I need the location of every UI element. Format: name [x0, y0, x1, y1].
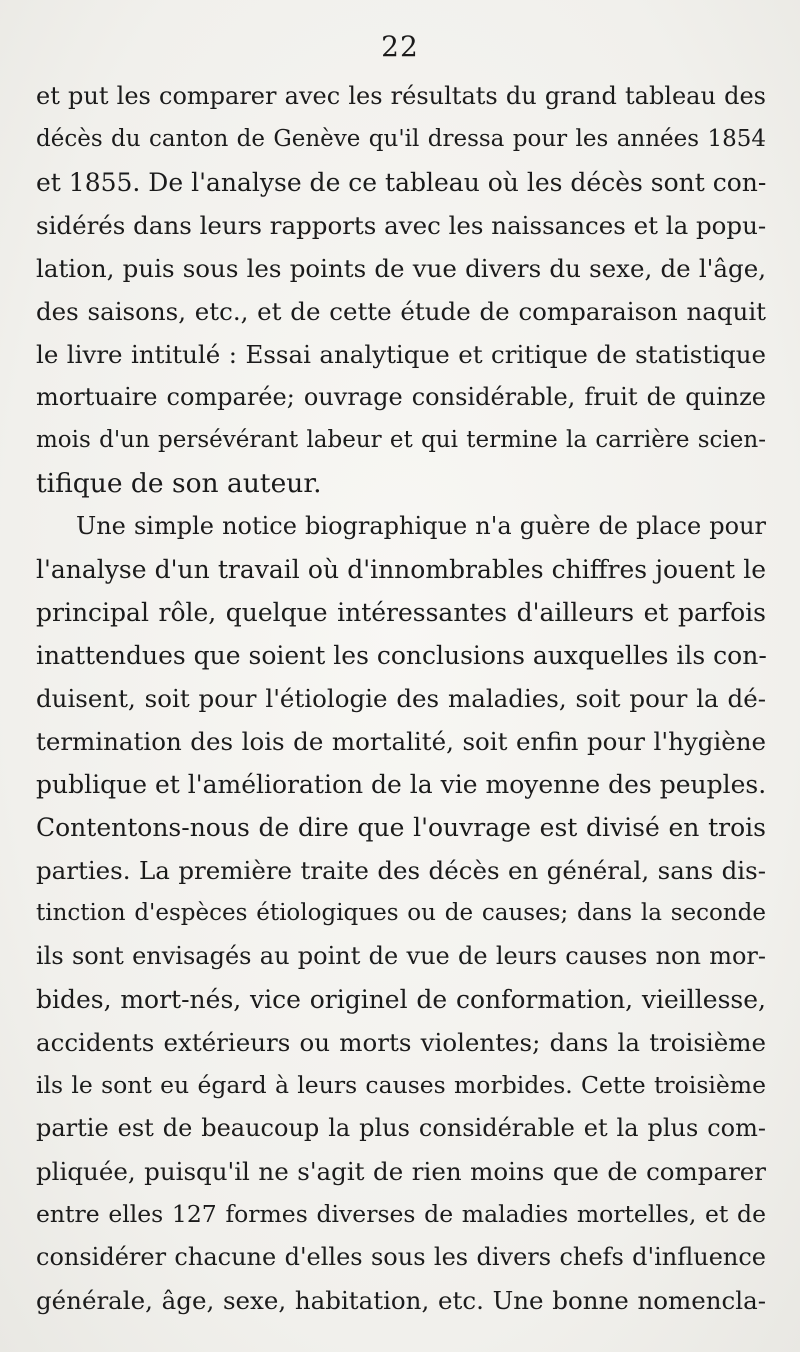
- body-text: [36, 75, 766, 1322]
- text-line: ils sont envisagés au point de vue de leurs causes non mor-: [36, 942, 766, 970]
- text-line: générale, âge, sexe, habitation, etc. Une bonne nomencla-: [36, 1286, 766, 1315]
- text-line: sidérés dans leurs rapports avec les naissances et la popu-: [36, 211, 767, 240]
- text-line: accidents extérieurs ou morts violentes; dans la troisième: [36, 1028, 766, 1057]
- text-line: bides, mort-nés, vice originel de conformation, vieillesse,: [36, 985, 766, 1014]
- text-line: Une simple notice biographique n'a guère de place pour: [76, 512, 766, 540]
- text-line: lation, puis sous les points de vue divers du sexe, de l'âge,: [36, 254, 766, 283]
- text-line: inattendues que soient les conclusions auxquelles ils con-: [36, 641, 767, 670]
- text-line: parties. La première traite des décès en général, sans dis-: [36, 856, 766, 885]
- text-line: des saisons, etc., et de cette étude de comparaison naquit: [36, 297, 766, 326]
- paragraph-2: [36, 505, 766, 1322]
- text-line: publique et l'amélioration de la vie moyenne des peuples.: [36, 770, 767, 799]
- text-line: Contentons-nous de dire que l'ouvrage est divisé en trois: [36, 813, 766, 842]
- text-line: tifique de son auteur.: [36, 468, 322, 499]
- text-line: principal rôle, quelque intéressantes d'ailleurs et parfois: [36, 598, 766, 627]
- paragraph-1: [36, 75, 766, 505]
- text-line: entre elles 127 formes diverses de maladies mortelles, et de: [36, 1200, 766, 1228]
- text-line: le livre intitulé : Essai analytique et critique de statistique: [36, 340, 766, 369]
- text-line: ils le sont eu égard à leurs causes morbides. Cette troisième: [36, 1071, 766, 1099]
- text-line: termination des lois de mortalité, soit enfin pour l'hygiène: [36, 727, 766, 756]
- text-line: considérer chacune d'elles sous les divers chefs d'influence: [36, 1243, 766, 1271]
- text-line: tinction d'espèces étiologiques ou de causes; dans la seconde: [36, 900, 766, 926]
- text-line: décès du canton de Genève qu'il dressa pour les années 1854: [36, 126, 766, 152]
- text-line: duisent, soit pour l'étiologie des maladies, soit pour la dé-: [36, 684, 766, 713]
- text-line: mortuaire comparée; ouvrage considérable, fruit de quinze: [36, 383, 766, 411]
- text-line: et 1855. De l'analyse de ce tableau où les décès sont con-: [36, 168, 767, 197]
- page-number: 22: [381, 30, 419, 63]
- text-line: mois d'un persévérant labeur et qui termine la carrière scien-: [36, 427, 766, 453]
- text-line: pliquée, puisqu'il ne s'agit de rien moins que de comparer: [36, 1157, 766, 1186]
- text-line: et put les comparer avec les résultats du grand tableau des: [36, 82, 766, 110]
- text-line: l'analyse d'un travail où d'innombrables chiffres jouent le: [36, 555, 766, 584]
- text-line: partie est de beaucoup la plus considérable et la plus com-: [36, 1114, 766, 1142]
